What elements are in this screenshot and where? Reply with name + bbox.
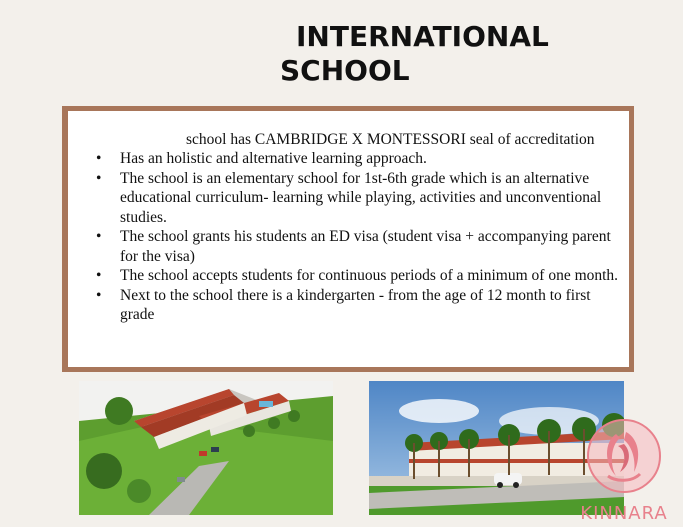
bullet-text: Next to the school there is a kindergarten - from the age of 12 month to first grade (120, 286, 591, 323)
list-item (88, 149, 628, 169)
accreditation-text: school has CAMBRIDGE X MONTESSORI seal of accreditation (186, 131, 595, 148)
bullet-list (88, 149, 628, 325)
bullet-icon: • (96, 267, 102, 284)
list-item (88, 286, 628, 325)
content-box (62, 106, 634, 372)
bullet-icon: • (96, 169, 102, 187)
title-line-2: SCHOOL (280, 54, 410, 87)
bullet-text: The school accepts students for continuous periods of a minimum of one month. (120, 267, 619, 284)
list-item (88, 227, 628, 266)
bullet-text: The school is an elementary school for 1st-6th grade which is an alternative educational curriculum- learning while playing, activities and unconventional studies. (120, 169, 602, 226)
kinnara-emblem-icon (574, 416, 674, 500)
kinnara-logo (574, 416, 674, 524)
list-item (88, 266, 628, 286)
bullet-text: The school grants his students an ED visa (student visa + accompanying parent for the visa) (120, 228, 611, 265)
title-line-1: INTERNATIONAL (296, 20, 549, 53)
brand-name: KINNARA (580, 503, 668, 524)
bullet-icon: • (96, 228, 102, 245)
school-aerial-image (79, 381, 333, 515)
bullet-text: Has an holistic and alternative learning approach. (120, 150, 427, 167)
bullet-icon: • (96, 286, 102, 304)
list-item (88, 169, 628, 228)
bullet-icon: • (96, 150, 102, 167)
slide-title (280, 20, 580, 88)
